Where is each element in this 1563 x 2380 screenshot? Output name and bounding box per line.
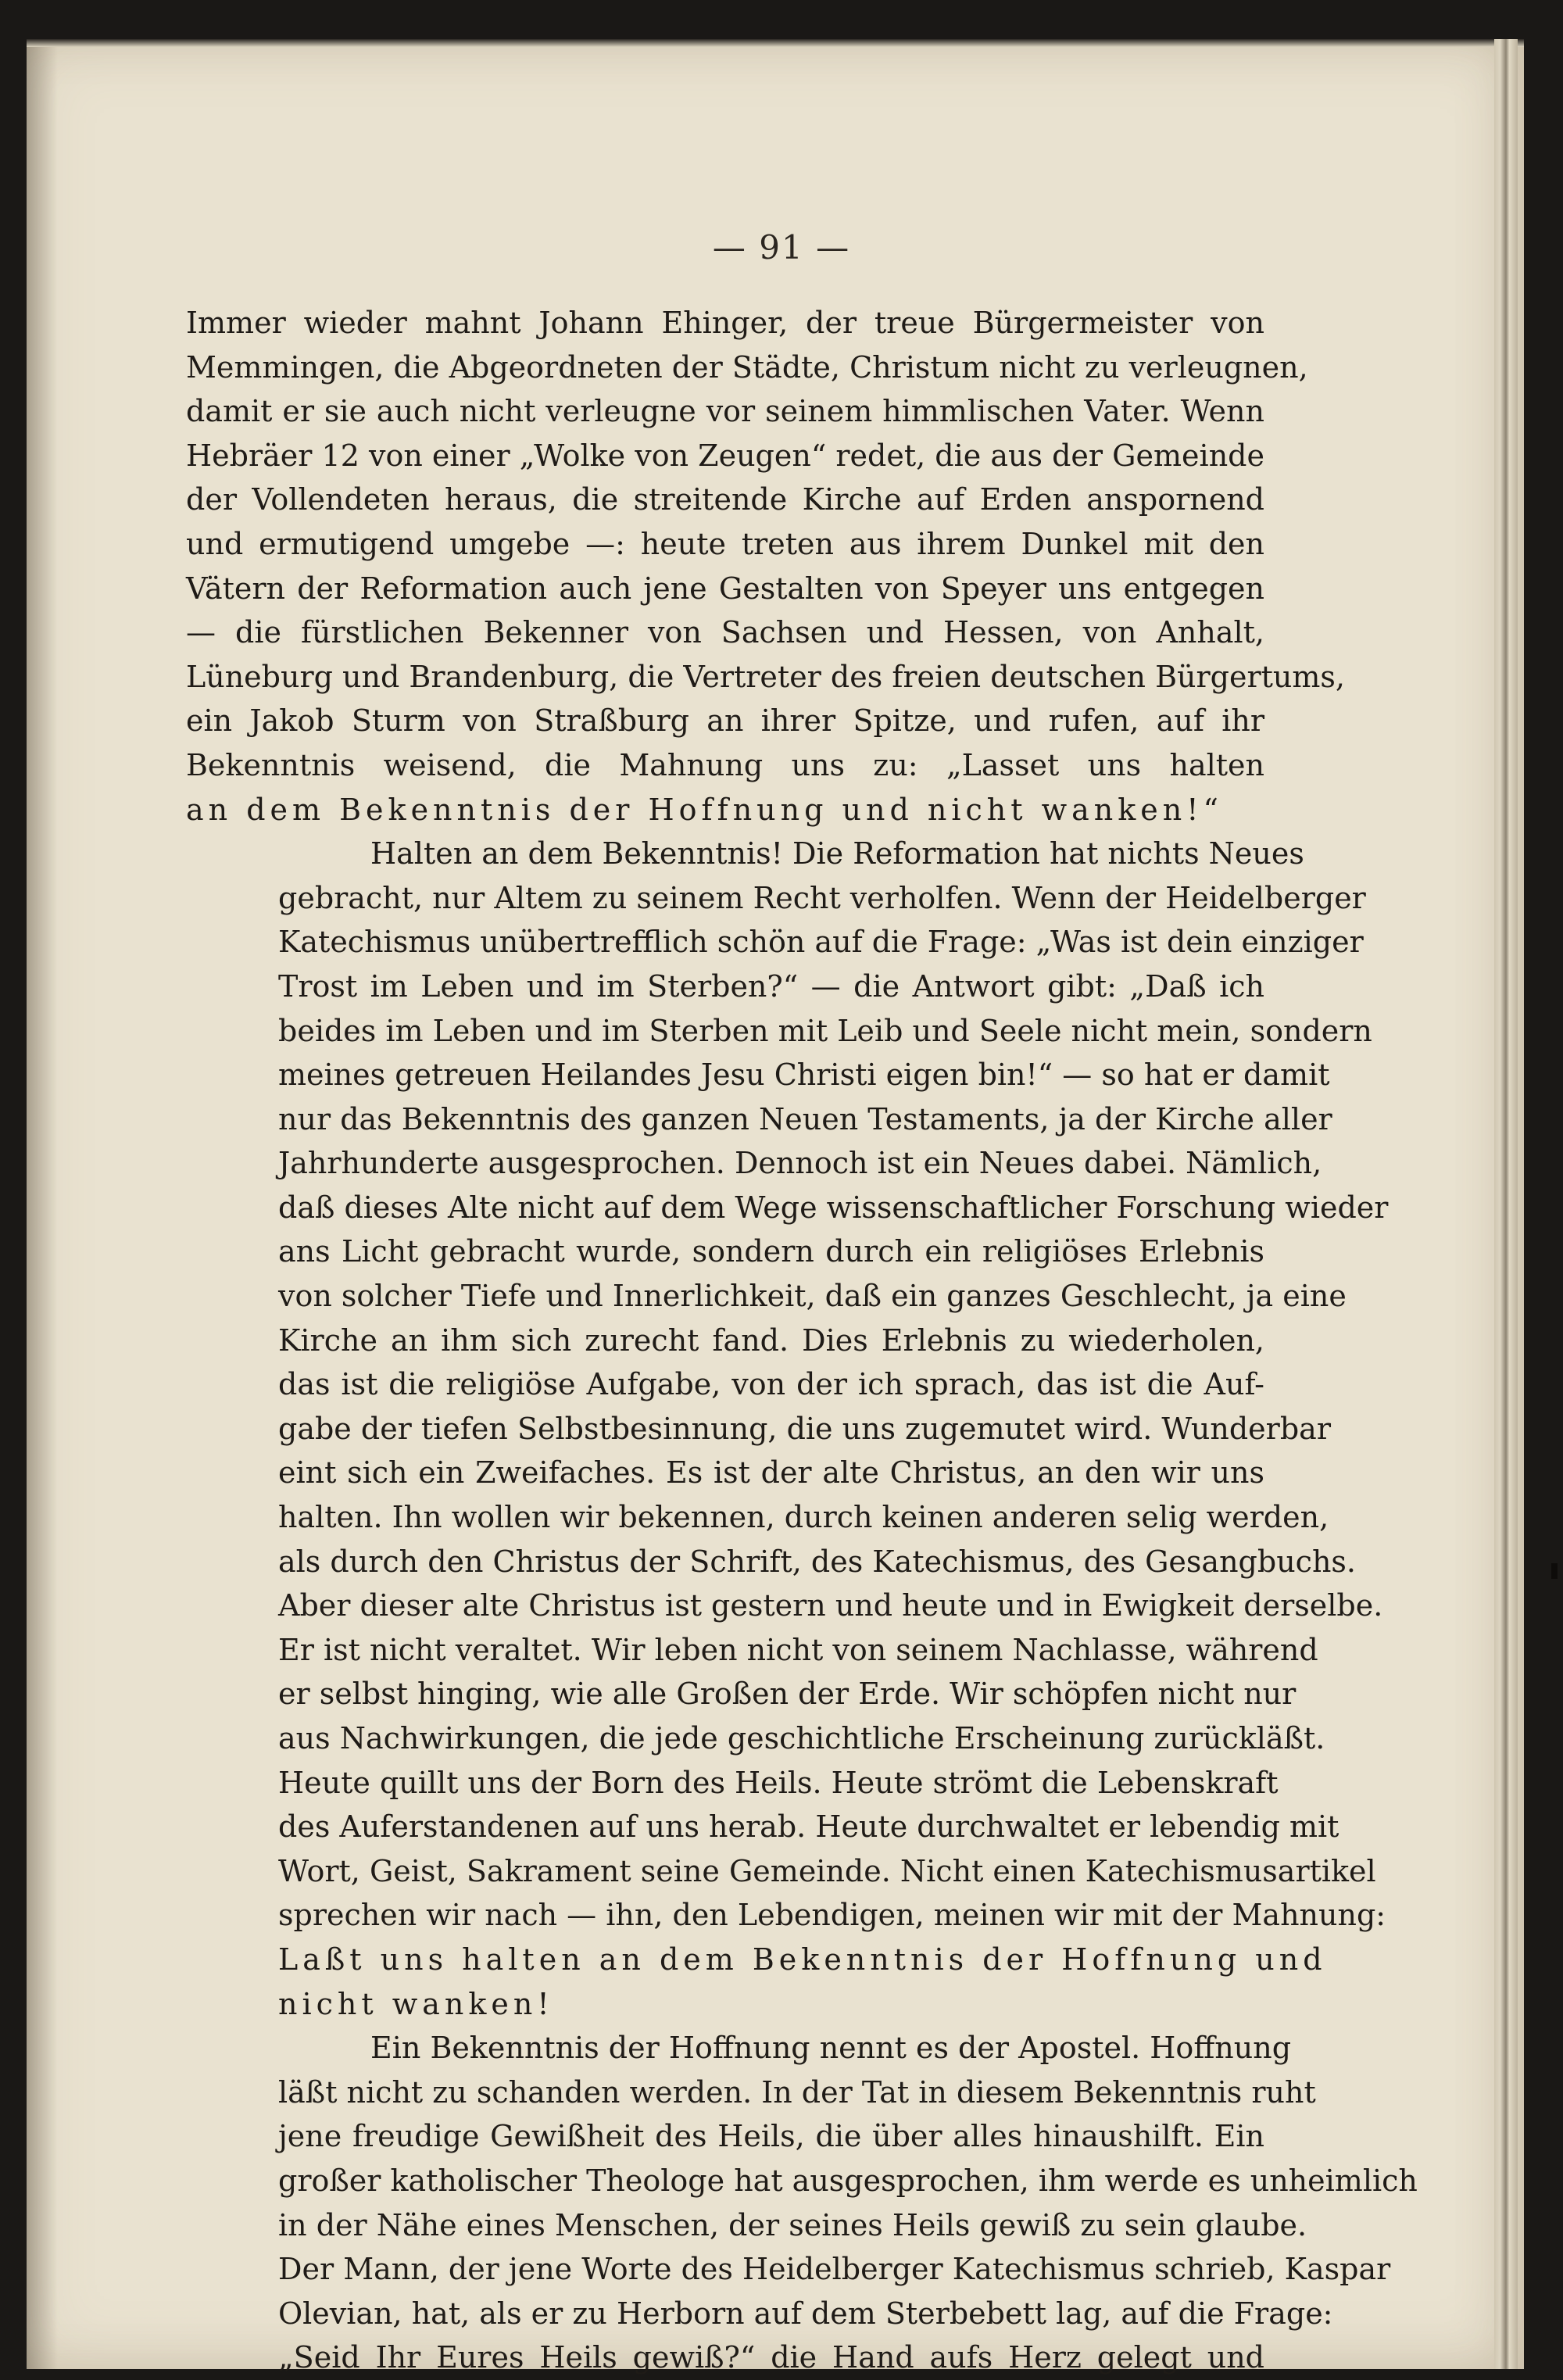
text-line: „Seid Ihr Eures Heils gewiß?“ die Hand aufs Herz gelegt und xyxy=(278,2340,1264,2375)
text-line: von solcher Tiefe und Innerlichkeit, daß ein ganzes Geschlecht, ja eine xyxy=(278,1279,1347,1314)
text-line: Immer wieder mahnt Johann Ehinger, der treue Bürgermeister von xyxy=(186,306,1264,340)
text-line: daß dieses Alte nicht auf dem Wege wissenschaftlicher Forschung wieder xyxy=(278,1190,1389,1225)
paragraph-3 xyxy=(186,2026,1418,2380)
text-line: nur das Bekenntnis des ganzen Neuen Testaments, ja der Kirche aller xyxy=(278,1101,1332,1136)
text-line: Katechismus unübertrefflich schön auf die Frage: „Was ist dein einziger xyxy=(278,925,1364,960)
text-line: das ist die religiöse Aufgabe, von der ich sprach, das ist die Auf- xyxy=(278,1367,1264,1402)
text-line: Aber dieser alte Christus ist gestern und heute und in Ewigkeit derselbe. xyxy=(278,1588,1383,1623)
text-line: meines getreuen Heilandes Jesu Christi eigen bin!“ — so hat er damit xyxy=(278,1058,1330,1093)
text-line: Ein Bekenntnis der Hoffnung nennt es der Apostel. Hoffnung xyxy=(370,2031,1292,2066)
text-line: Der Mann, der jene Worte des Heidelberger Katechismus schrieb, Kaspar xyxy=(278,2252,1391,2287)
page-top-edge xyxy=(27,39,1524,47)
page-gutter-shadow xyxy=(27,39,58,2369)
text-line: halten. Ihn wollen wir bekennen, durch keinen anderen selig werden, xyxy=(278,1500,1329,1535)
text-line: Trost im Leben und im Sterben?“ — die Antwort gibt: „Daß ich xyxy=(278,968,1264,1004)
text-line: Er ist nicht veraltet. Wir leben nicht von seinem Nachlasse, während xyxy=(278,1632,1318,1667)
text-line: aus Nachwirkungen, die jede geschichtliche Erscheinung zurückläßt. xyxy=(278,1721,1325,1755)
text-line: in der Nähe eines Menschen, der seines Heils gewiß zu sein glaube. xyxy=(278,2207,1307,2242)
text-line: Bekenntnis weisend, die Mahnung uns zu: „Lasset uns halten xyxy=(186,747,1264,782)
text-line: ein Jakob Sturm von Straßburg an ihrer Spitze, und rufen, auf ihr xyxy=(186,703,1264,739)
body-text xyxy=(186,301,1418,2380)
text-line: gabe der tiefen Selbstbesinnung, die uns zugemutet wird. Wunderbar xyxy=(278,1411,1331,1446)
text-line: ans Licht gebracht wurde, sondern durch ein religiöses Erlebnis xyxy=(278,1234,1264,1269)
text-line: gebracht, nur Altem zu seinem Recht verholfen. Wenn der Heidelberger xyxy=(278,880,1366,915)
text-line: beides im Leben und im Sterben mit Leib und Seele nicht mein, sondern xyxy=(278,1013,1372,1048)
text-line: eint sich ein Zweifaches. Es ist der alte Christus, an den wir uns xyxy=(278,1455,1264,1491)
text-line: als durch den Christus der Schrift, des Katechismus, des Gesangbuchs. xyxy=(278,1544,1357,1579)
paragraph-1 xyxy=(186,301,1345,832)
page-number: — 91 — xyxy=(712,228,851,267)
text-line: Vätern der Reformation auch jene Gestalten von Speyer uns entgegen xyxy=(186,571,1264,606)
text-line: Laßt uns halten an dem Bekenntnis der Hoffnung und xyxy=(278,1942,1327,1977)
text-line: Heute quillt uns der Born des Heils. Heute strömt die Lebenskraft xyxy=(278,1765,1279,1800)
text-line: Olevian, hat, als er zu Herborn auf dem Sterbebett lag, auf die Frage: xyxy=(278,2296,1333,2331)
text-line: Halten an dem Bekenntnis! Die Reformation hat nichts Neues xyxy=(370,836,1304,871)
text-line: nicht wanken! xyxy=(278,1986,554,2021)
text-line: damit er sie auch nicht verleugne vor seinem himmlischen Vater. Wenn xyxy=(186,394,1264,429)
text-line: Lüneburg und Brandenburg, die Vertreter des freien deutschen Bürgertums, xyxy=(186,659,1345,694)
text-line: und ermutigend umgebe —: heute treten aus ihrem Dunkel mit den xyxy=(186,526,1264,561)
text-line: Hebräer 12 von einer „Wolke von Zeugen“ redet, die aus der Gemeinde xyxy=(186,438,1264,473)
edge-mark xyxy=(1551,1563,1558,1579)
text-line: jene freudige Gewißheit des Heils, die über alles hinaushilft. Ein xyxy=(278,2119,1264,2154)
page-edge-stack xyxy=(1494,39,1518,2369)
text-line: Jahrhunderte ausgesprochen. Dennoch ist ein Neues dabei. Nämlich, xyxy=(278,1146,1322,1181)
text-line: — die fürstlichen Bekenner von Sachsen und Hessen, von Anhalt, xyxy=(186,615,1264,650)
text-line: Kirche an ihm sich zurecht fand. Dies Erlebnis zu wiederholen, xyxy=(278,1322,1264,1358)
text-line: er selbst hinging, wie alle Großen der Erde. Wir schöpfen nicht nur xyxy=(278,1677,1297,1712)
text-line: an dem Bekenntnis der Hoffnung und nicht wanken!“ xyxy=(186,792,1223,827)
text-line: Wort, Geist, Sakrament seine Gemeinde. Nicht einen Katechismusartikel xyxy=(278,1853,1376,1888)
paragraph-2 xyxy=(186,832,1389,2026)
text-line: sprechen wir nach — ihn, den Lebendigen, meinen wir mit der Mahnung: xyxy=(278,1898,1386,1933)
text-line: Memmingen, die Abgeordneten der Städte, Christum nicht zu verleugnen, xyxy=(186,349,1308,385)
text-line: des Auferstandenen auf uns herab. Heute durchwaltet er lebendig mit xyxy=(278,1809,1339,1845)
text-line: großer katholischer Theologe hat ausgesprochen, ihm werde es unheimlich xyxy=(278,2163,1418,2198)
text-line: läßt nicht zu schanden werden. In der Tat in diesem Bekenntnis ruht xyxy=(278,2074,1316,2110)
text-line: der Vollendeten heraus, die streitende Kirche auf Erden anspornend xyxy=(186,482,1264,517)
